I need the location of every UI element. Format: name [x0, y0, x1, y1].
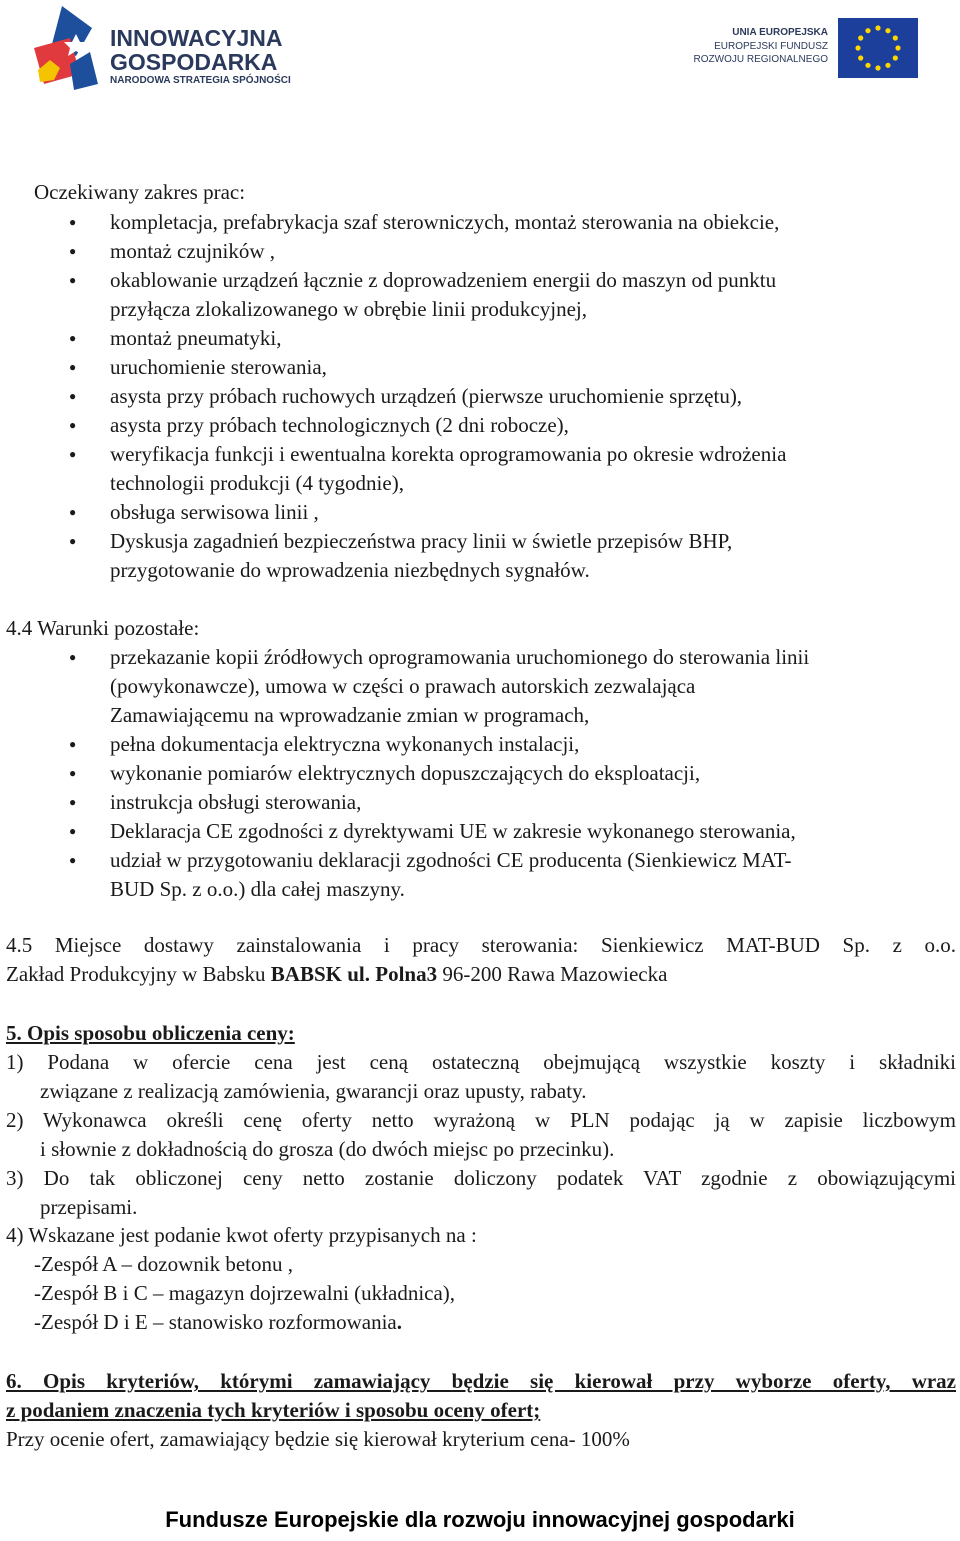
list-item-line: udział w przygotowaniu deklaracji zgodności CE producenta (Sienkiewicz MAT-	[110, 848, 792, 872]
list-item-line: asysta przy próbach technologicznych (2 dni robocze),	[110, 413, 569, 437]
bullet-icon: ●	[69, 244, 77, 258]
list-item-line: montaż pneumatyki,	[110, 326, 282, 350]
delivery-place: Zakład Produkcyjny w Babsku	[6, 962, 271, 986]
price-item-line: 2) Wykonawca określi cenę oferty netto wyrażoną w PLN podając ją w zapisie liczbowym	[6, 1108, 956, 1132]
eu-star-icon	[895, 45, 900, 50]
group-line: -Zespół A – dozownik betonu ,	[34, 1252, 293, 1276]
list-item-line: instrukcja obsługi sterowania,	[110, 790, 362, 814]
list-item-line: uruchomienie sterowania,	[110, 355, 327, 379]
conditions-title: 4.4 Warunki pozostałe:	[6, 616, 200, 640]
list-item-line: (powykonawcze), umowa w części o prawach autorskich zezwalająca	[110, 674, 696, 698]
eu-logo-line-3: ROZWOJU REGIONALNEGO	[693, 54, 828, 65]
logo-flag-icon	[30, 4, 108, 92]
group-text: -Zespół D i E – stanowisko rozformowania	[34, 1310, 397, 1334]
eu-star-icon	[858, 55, 863, 60]
list-item-line: montaż czujników ,	[110, 239, 276, 263]
eu-star-icon	[858, 35, 863, 40]
group-end: .	[396, 1310, 403, 1334]
eu-star-icon	[865, 63, 870, 68]
eu-logo-line-2: EUROPEJSKI FUNDUSZ	[714, 41, 828, 52]
bullet-icon: ●	[69, 737, 77, 751]
logo-line-1: INNOWACYJNA	[110, 25, 283, 51]
eu-flag-icon	[838, 18, 918, 78]
list-item-line: Dyskusja zagadnień bezpieczeństwa pracy linii w świetle przepisów BHP,	[110, 529, 733, 553]
price-item-line: 3) Do tak obliczonej ceny netto zostanie doliczony podatek VAT zgodnie z obowiązującymi	[6, 1166, 956, 1190]
group-line	[34, 1308, 402, 1337]
list-item-line: przygotowanie do wprowadzenia niezbędnych sygnałów.	[110, 558, 590, 582]
list-item-line: BUD Sp. z o.o.) dla całej maszyny.	[110, 877, 405, 901]
criteria-title-2: z podaniem znaczenia tych kryteriów i sposobu oceny ofert;	[6, 1398, 541, 1422]
price-item-line: 1) Podana w ofercie cena jest ceną ostateczną obejmującą wszystkie koszty i składniki	[6, 1050, 956, 1074]
list-item-line: obsługa serwisowa linii ,	[110, 500, 319, 524]
bullet-icon: ●	[69, 853, 77, 867]
innowacyjna-gospodarka-logo	[30, 4, 295, 92]
criteria-title-1: 6. Opis kryteriów, którymi zamawiający będzie się kierował przy wyborze oferty, wraz	[6, 1369, 956, 1393]
bullet-icon: ●	[69, 273, 77, 287]
list-item-line: technologii produkcji (4 tygodnie),	[110, 471, 404, 495]
eu-star-icon	[865, 28, 870, 33]
eu-star-icon	[885, 63, 890, 68]
bullet-icon: ●	[69, 389, 77, 403]
list-item-line: przyłącza zlokalizowanego w obrębie linii produkcyjnej,	[110, 297, 587, 321]
bullet-icon: ●	[69, 824, 77, 838]
bullet-icon: ●	[69, 331, 77, 345]
list-item-line: weryfikacja funkcji i ewentualna korekta oprogramowania po okresie wdrożenia	[110, 442, 787, 466]
bullet-icon: ●	[69, 650, 77, 664]
eu-star-icon	[875, 65, 880, 70]
price-item-line: i słownie z dokładnością do grosza (do dwóch miejsc po przecinku).	[40, 1137, 615, 1161]
criteria-text: Przy ocenie ofert, zamawiający będzie się kierował kryterium cena- 100%	[6, 1427, 630, 1451]
logo-line-3: NARODOWA STRATEGIA SPÓJNOŚCI	[110, 75, 291, 86]
delivery-line-1: 4.5 Miejsce dostawy zainstalowania i pracy sterowania: Sienkiewicz MAT-BUD Sp. z o.o.	[6, 933, 956, 957]
delivery-address: BABSK ul. Polna3	[270, 962, 438, 986]
price-item-line: związane z realizacją zamówienia, gwarancji oraz upusty, rabaty.	[40, 1079, 587, 1103]
price-item-line: przepisami.	[40, 1195, 138, 1219]
footer-slogan: Fundusze Europejskie dla rozwoju innowacyjnej gospodarki	[165, 1507, 795, 1532]
eu-logo-line-1: UNIA EUROPEJSKA	[732, 27, 828, 38]
bullet-icon: ●	[69, 360, 77, 374]
eu-star-icon	[893, 55, 898, 60]
eu-star-icon	[885, 28, 890, 33]
eu-star-icon	[875, 25, 880, 30]
bullet-icon: ●	[69, 766, 77, 780]
scope-title: Oczekiwany zakres prac:	[34, 180, 246, 204]
price-title: 5. Opis sposobu obliczenia ceny:	[6, 1021, 295, 1045]
list-item-line: wykonanie pomiarów elektrycznych dopuszczających do eksploatacji,	[110, 761, 701, 785]
group-line: -Zespół B i C – magazyn dojrzewalni (układnica),	[34, 1281, 456, 1305]
delivery-city: 96-200 Rawa Mazowiecka	[437, 962, 668, 986]
logo-line-2: GOSPODARKA	[110, 49, 278, 75]
list-item-line: Zamawiającemu na wprowadzanie zmian w programach,	[110, 703, 590, 727]
eu-logo	[678, 8, 924, 88]
delivery-line-2	[6, 960, 667, 989]
list-item-line: asysta przy próbach ruchowych urządzeń (pierwsze uruchomienie sprzętu),	[110, 384, 743, 408]
bullet-icon: ●	[69, 418, 77, 432]
list-item-line: pełna dokumentacja elektryczna wykonanych instalacji,	[110, 732, 580, 756]
list-item-line: przekazanie kopii źródłowych oprogramowania uruchomionego do sterowania linii	[110, 645, 810, 669]
eu-star-icon	[893, 35, 898, 40]
bullet-icon: ●	[69, 215, 77, 229]
eu-star-icon	[855, 45, 860, 50]
bullet-icon: ●	[69, 795, 77, 809]
bullet-icon: ●	[69, 447, 77, 461]
bullet-icon: ●	[69, 505, 77, 519]
list-item-line: Deklaracja CE zgodności z dyrektywami UE w zakresie wykonanego sterowania,	[110, 819, 796, 843]
price-item-4: 4) Wskazane jest podanie kwot oferty przypisanych na :	[6, 1223, 477, 1247]
list-item-line: kompletacja, prefabrykacja szaf sterowniczych, montaż sterowania na obiekcie,	[110, 210, 780, 234]
list-item-line: okablowanie urządzeń łącznie z doprowadzeniem energii do maszyn od punktu	[110, 268, 777, 292]
bullet-icon: ●	[69, 534, 77, 548]
